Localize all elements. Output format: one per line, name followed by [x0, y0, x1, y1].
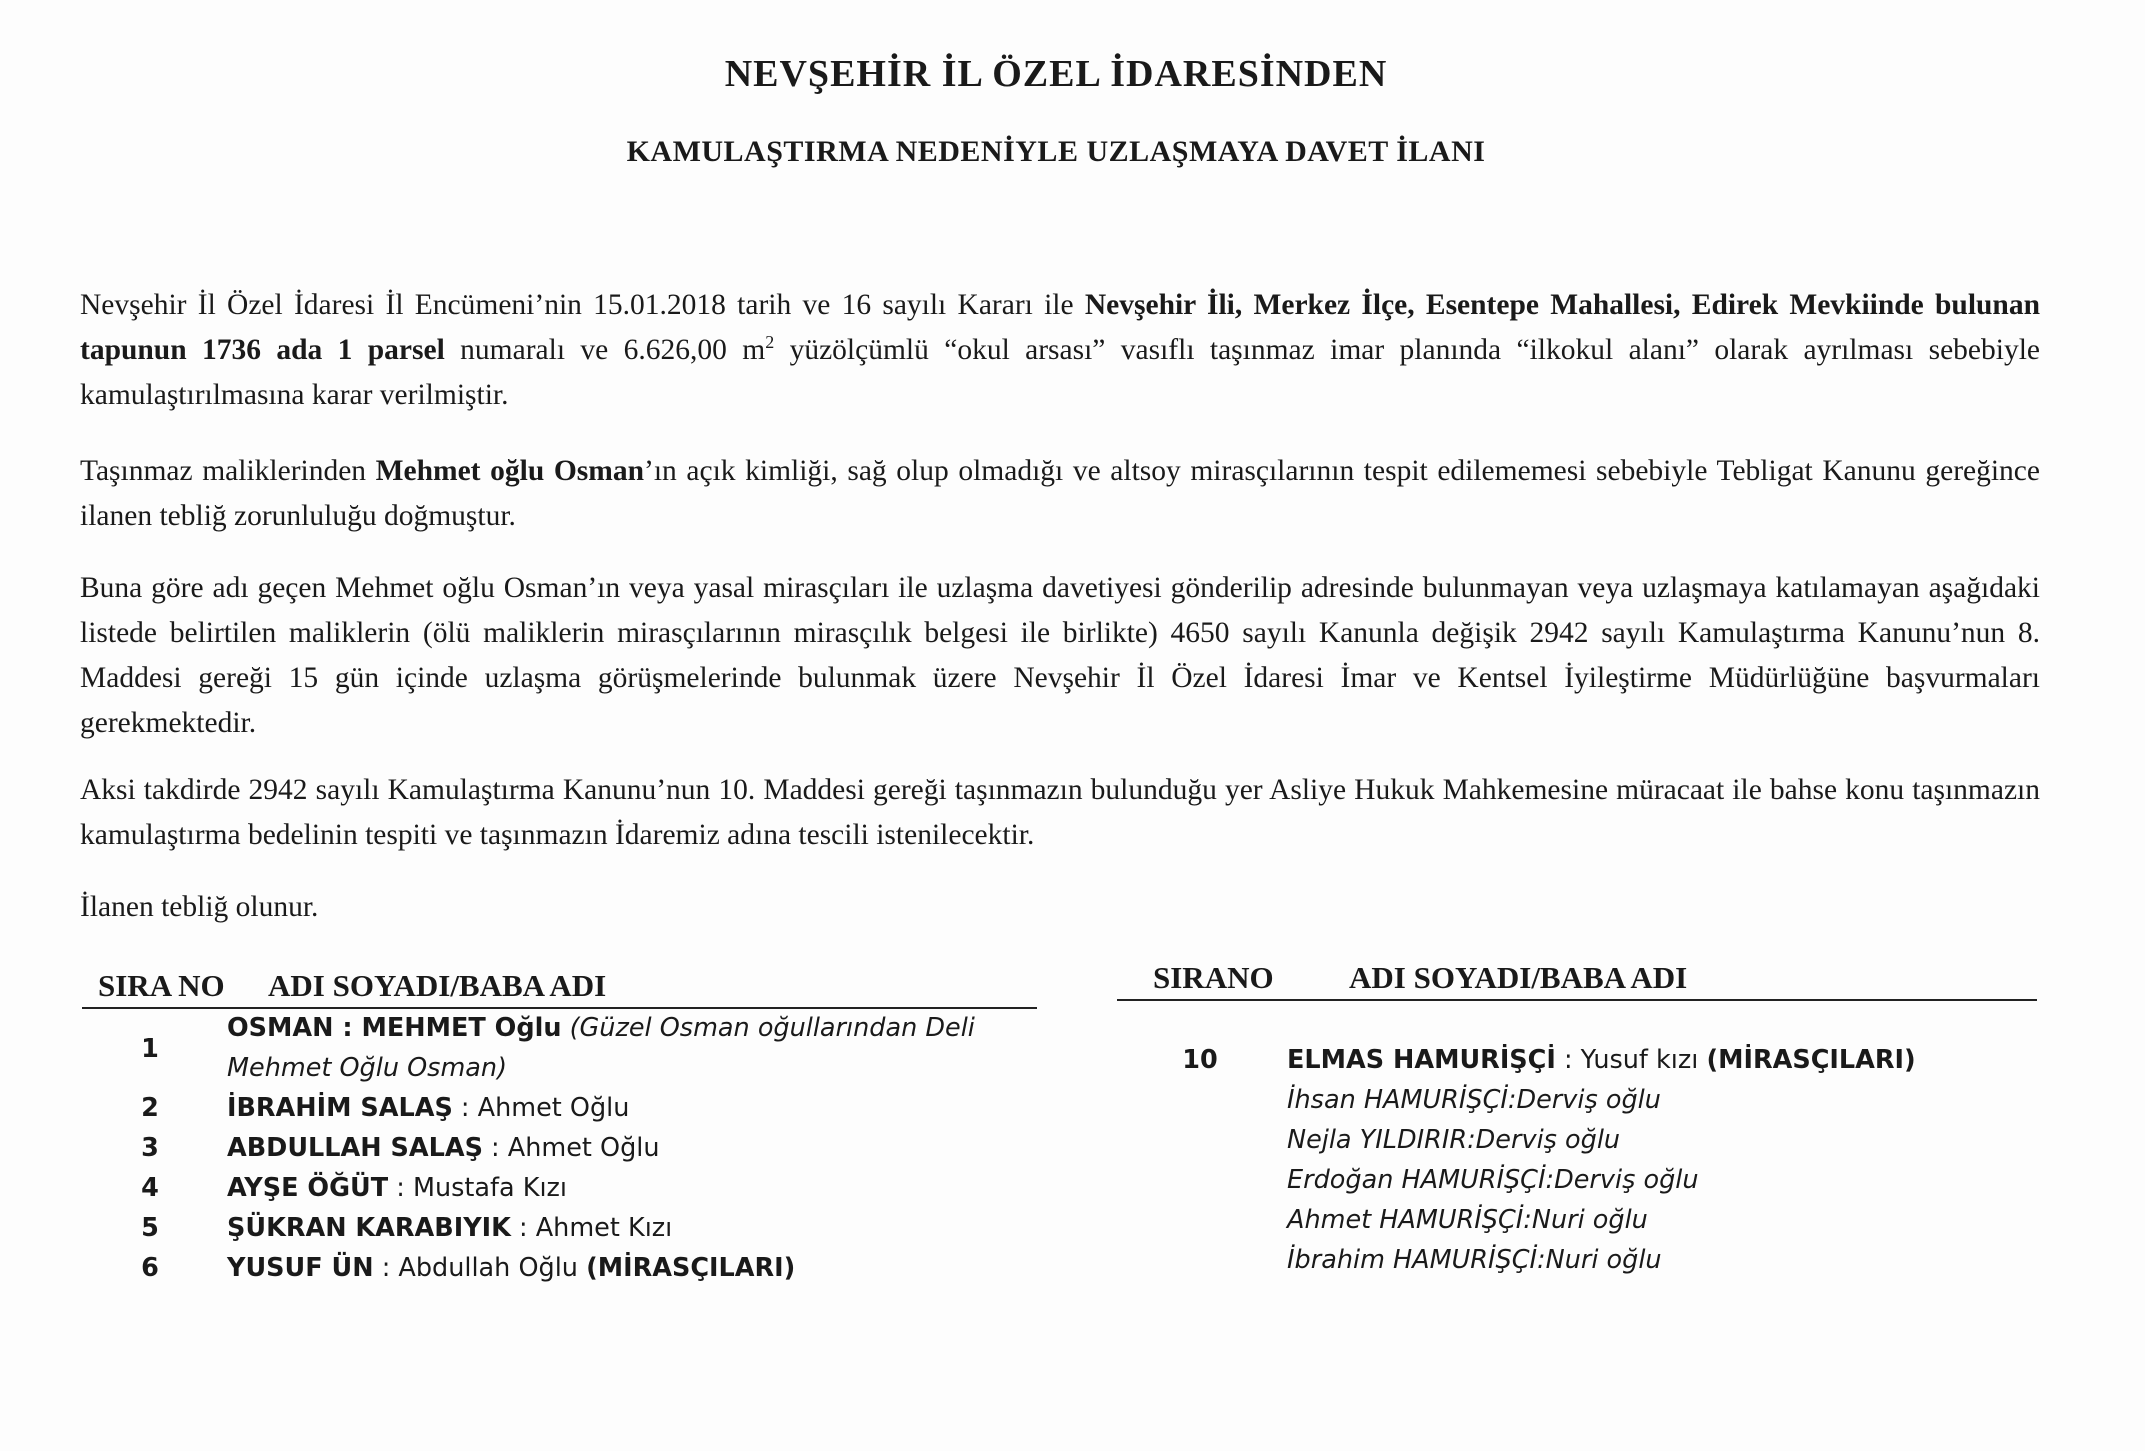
right-list-header	[1117, 960, 2037, 1001]
paragraph-notice: Taşınmaz maliklerinden Mehmet oğlu Osman’ın açık kimliği, sağ olup olmadığı ve altsoy mirasçılarının tespit edilememesi sebebiyle Tebligat Kanunu gereğince ilanen tebliğ zorunluluğu doğmuştur.	[80, 455, 2040, 532]
heir-item: Nejla YILDIRIR:Derviş oğlu	[1287, 1125, 1621, 1155]
paragraph-invitation: Buna göre adı geçen Mehmet oğlu Osman’ın veya yasal mirasçıları ile uzlaşma davetiyesi gönderilip adresinde bulunmayan veya uzlaşmaya katılamayan aşağıdaki listede belirtilen maliklerin (ölü maliklerin mirasçılarının mirasçılık belgesi ile birlikte) 4650 sayılı Kanunla değişik 2942 sayılı Kamulaştırma Kanunu’nun 8. Maddesi gereği 15 gün içinde uzlaşma görüşmelerinde bulunmak üzere Nevşehir İl Özel İdaresi İmar ve Kentsel İyileştirme Müdürlüğüne başvurmaları gerekmektedir.	[80, 572, 2040, 739]
column-header-no: SIRA NO	[98, 968, 225, 1003]
column-header-no: SIRANO	[1153, 960, 1274, 995]
heir-item: Erdoğan HAMURİŞÇİ:Derviş oğlu	[1287, 1165, 1699, 1195]
document-title: NEVŞEHİR İL ÖZEL İDARESİNDEN	[724, 53, 1388, 95]
list-item: 6 YUSUF ÜN : Abdullah Oğlu (MİRASÇILARI)	[141, 1253, 796, 1283]
heir-item: İbrahim HAMURİŞÇİ:Nuri oğlu	[1287, 1245, 1662, 1275]
document-subtitle: KAMULAŞTIRMA NEDENİYLE UZLAŞMAYA DAVET İLANI	[626, 135, 1486, 168]
left-list-header	[82, 968, 1037, 1009]
paragraph-decision: Nevşehir İl Özel İdaresi İl Encümeni’nin 15.01.2018 tarih ve 16 sayılı Kararı ile Nevşehir İli, Merkez İlçe, Esentepe Mahallesi, Edirek Mevkiinde bulunan tapunun 1736 ada 1 parsel numaralı ve 6.626,00 $m^2$ yüzölçümlü “okul arsası” vasıflı taşınmaz imar planında “ilkokul alanı” olarak ayrılması sebebiyle kamulaştırılmasına karar verilmiştir.	[80, 289, 2040, 411]
paragraph-consequence: Aksi takdirde 2942 sayılı Kamulaştırma Kanunu’nun 10. Maddesi gereği taşınmazın bulunduğu yer Asliye Hukuk Mahkemesine müracaat ile bahse konu taşınmazın kamulaştırma bedelinin tespiti ve taşınmazın İdaremiz adına tescili istenilecektir.	[80, 774, 2040, 851]
list-item: 4 AYŞE ÖĞÜT : Mustafa Kızı	[141, 1173, 568, 1203]
heir-item: İhsan HAMURİŞÇİ:Derviş oğlu	[1287, 1085, 1661, 1115]
list-item: 3 ABDULLAH SALAŞ : Ahmet Oğlu	[141, 1133, 660, 1163]
column-header-name: ADI SOYADI/BABA ADI	[1349, 960, 1688, 995]
list-item: 1 OSMAN : MEHMET Oğlu (Güzel Osman oğullarından Deli Mehmet Oğlu Osman)	[141, 1013, 975, 1083]
list-item: 5 ŞÜKRAN KARABIYIK : Ahmet Kızı	[141, 1213, 673, 1243]
column-header-name: ADI SOYADI/BABA ADI	[268, 968, 607, 1003]
closing-statement: İlanen tebliğ olunur.	[80, 891, 319, 923]
list-item: 10 ELMAS HAMURİŞÇİ : Yusuf kızı (MİRASÇILARI)	[1182, 1045, 1916, 1075]
heir-item: Ahmet HAMURİŞÇİ:Nuri oğlu	[1287, 1205, 1648, 1235]
list-item: 2 İBRAHİM SALAŞ : Ahmet Oğlu	[141, 1093, 630, 1123]
